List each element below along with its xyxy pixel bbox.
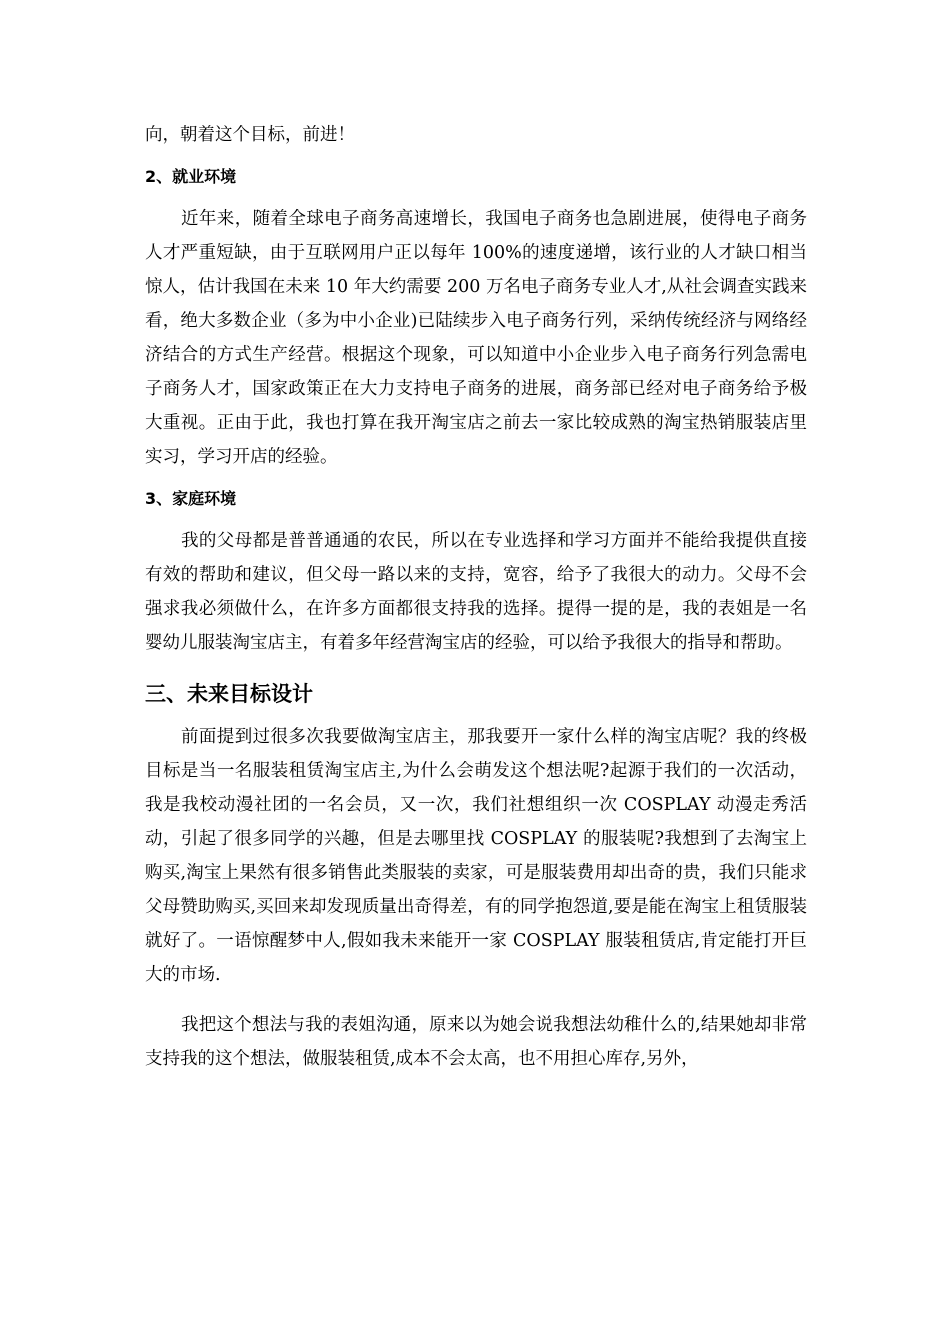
- spacer: [145, 474, 807, 482]
- family-heading: 3、家庭环境: [145, 489, 237, 508]
- spacer: [145, 992, 807, 1008]
- spacer: [145, 194, 807, 202]
- spacer: [145, 152, 807, 160]
- intro-tail-text: 向，朝着这个目标，前进！: [145, 125, 355, 145]
- future-section-title: 三、未来目标设计: [145, 682, 313, 706]
- future-paragraph-2: 我把这个想法与我的表姐沟通，原来以为她会说我想法幼稚什么的,结果她却非常支持我的这个想法，做服装租赁,成本不会太高，也不用担心库存,另外，: [145, 1015, 807, 1069]
- future-paragraph-1: 前面提到过很多次我要做淘宝店主，那我要开一家什么样的淘宝店呢？我的终极目标是当一名服装租赁淘宝店主,为什么会萌发这个想法呢?起源于我们的一次活动，我是我校动漫社团的一名会员，又一次，我们社想组织一次 COSPLAY 动漫走秀活动，引起了很多同学的兴趣，但是去哪里找 COSPLAY 的服装呢?我想到了去淘宝上购买,淘宝上果然有很多销售此类服装的卖家，可是服装费用却出奇的贵，我们只能求父母赞助购买,买回来却发现质量出奇得差，有的同学抱怨道,要是能在淘宝上租赁服装就好了。一语惊醒梦中人,假如我未来能开一家 COSPLAY 服装租赁店,肯定能打开巨大的市场.: [145, 727, 807, 985]
- document-page: [145, 118, 807, 1076]
- spacer: [145, 516, 807, 524]
- spacer: [145, 660, 807, 676]
- employment-heading: 2、就业环境: [145, 167, 237, 186]
- spacer: [145, 712, 807, 720]
- employment-paragraph: 近年来，随着全球电子商务高速增长，我国电子商务也急剧进展，使得电子商务人才严重短缺，由于互联网用户正以每年 100%的速度递增，该行业的人才缺口相当惊人，估计我国在未来 10 年大约需要 200 万名电子商务专业人才,从社会调查实践来看，绝大多数企业（多为中小企业)已陆续步入电子商务行列，采纳传统经济与网络经济结合的方式生产经营。根据这个现象，可以知道中小企业步入电子商务行列急需电子商务人才，国家政策正在大力支持电子商务的进展，商务部已经对电子商务给予极大重视。正由于此，我也打算在我开淘宝店之前去一家比较成熟的淘宝热销服装店里实习，学习开店的经验。: [145, 209, 807, 467]
- family-paragraph: 我的父母都是普普通通的农民，所以在专业选择和学习方面并不能给我提供直接有效的帮助和建议，但父母一路以来的支持，宽容，给予了我很大的动力。父母不会强求我必须做什么，在许多方面都很支持我的选择。提得一提的是，我的表姐是一名婴幼儿服装淘宝店主，有着多年经营淘宝店的经验，可以给予我很大的指导和帮助。: [145, 531, 807, 653]
